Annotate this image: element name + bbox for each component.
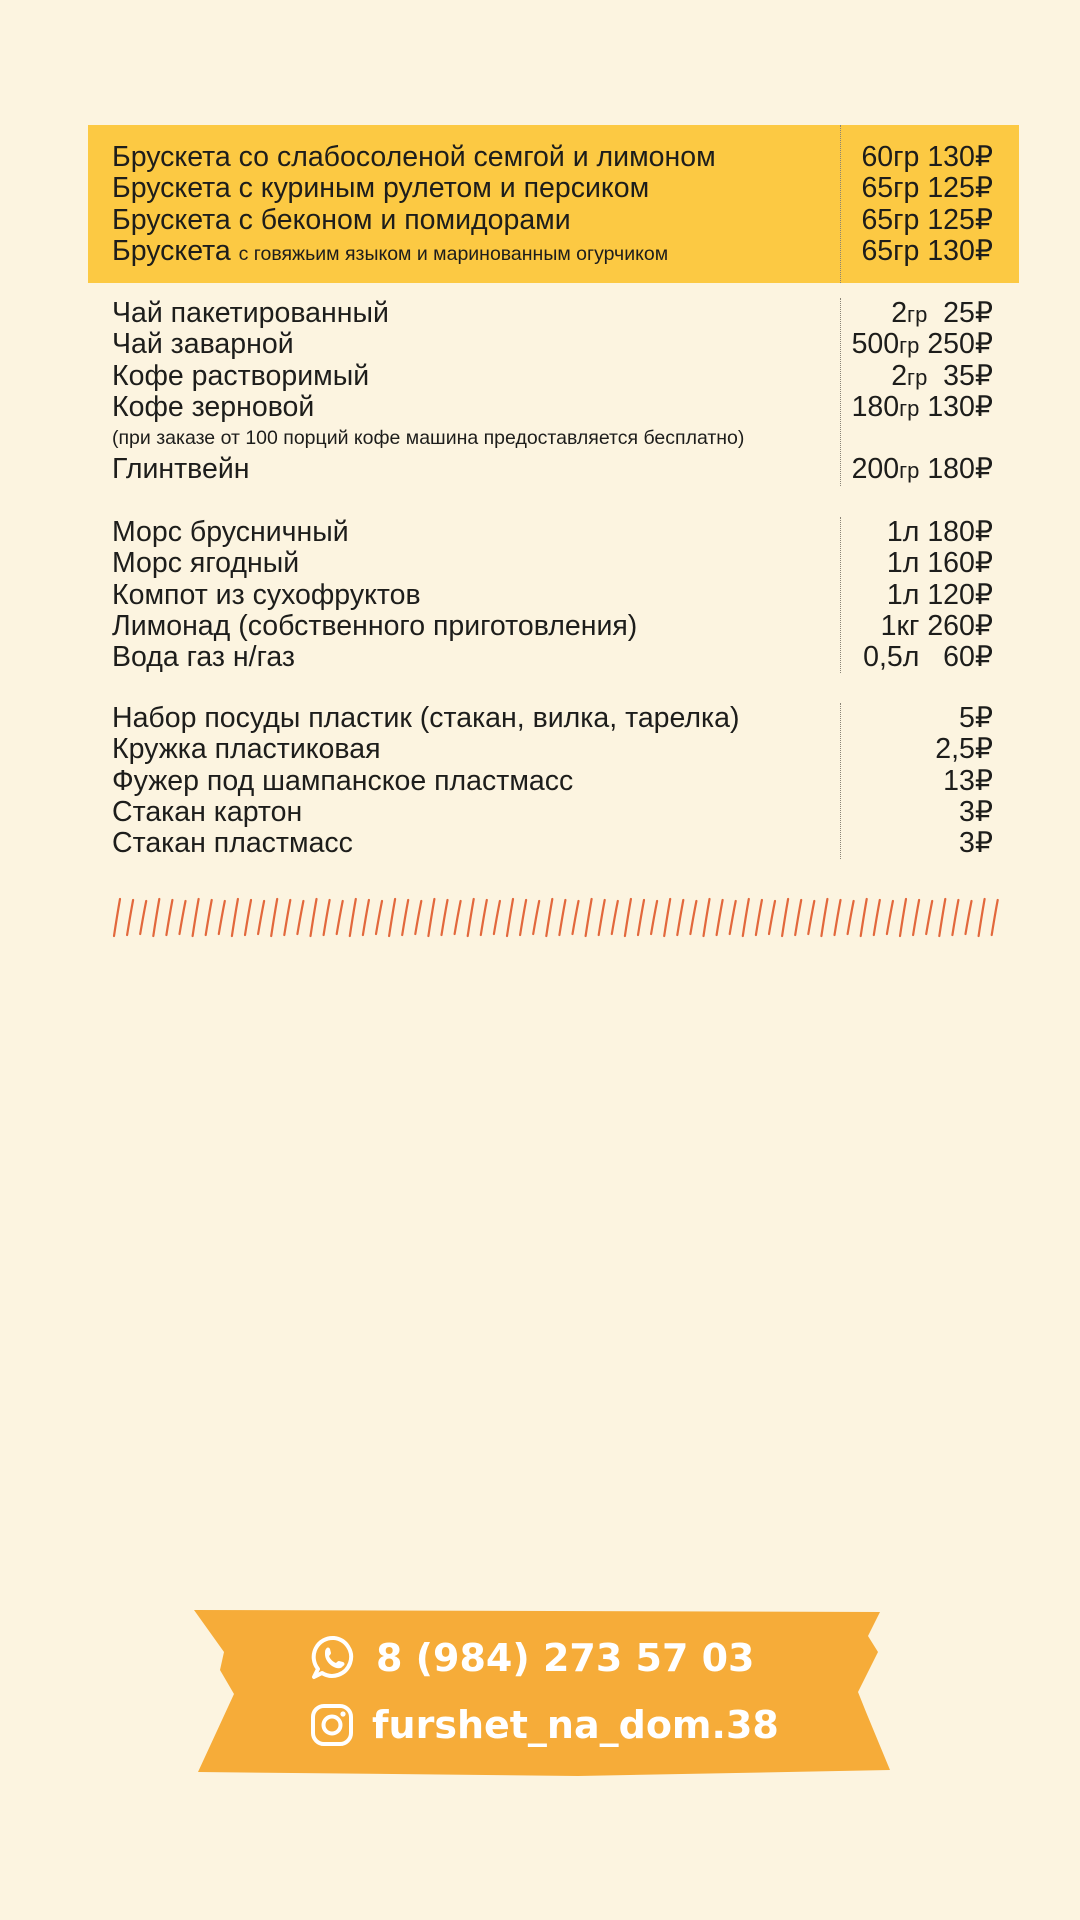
stitch-mark bbox=[992, 900, 998, 935]
item-price: 500гр 250₽ bbox=[851, 328, 993, 361]
stitch-mark bbox=[337, 901, 343, 934]
stitch-mark bbox=[730, 901, 736, 934]
stitch-mark bbox=[127, 900, 133, 935]
item-name: Фужер под шампанское пластмасс bbox=[112, 764, 574, 797]
stitch-mark bbox=[559, 900, 565, 935]
tableware-section bbox=[88, 703, 1019, 859]
item-price: 1л 120₽ bbox=[886, 578, 993, 611]
item-price: 5₽ bbox=[959, 702, 993, 734]
stitch-mark bbox=[874, 900, 880, 935]
stitch-mark bbox=[599, 900, 605, 935]
stitch-mark bbox=[756, 900, 762, 935]
menu-row bbox=[112, 642, 993, 673]
stitch-mark bbox=[455, 901, 461, 934]
stitch-mark bbox=[690, 901, 696, 934]
item-price: 1кг 260₽ bbox=[880, 609, 993, 642]
stitch-mark bbox=[494, 901, 500, 934]
stitch-mark bbox=[808, 901, 814, 934]
stitch-mark bbox=[952, 900, 958, 935]
item-name: Стакан картон bbox=[112, 795, 303, 828]
menu-row bbox=[112, 454, 993, 485]
stitch-mark bbox=[232, 899, 238, 936]
stitch-mark bbox=[612, 901, 618, 934]
item-name: Стакан пластмасс bbox=[112, 827, 353, 860]
stitch-mark bbox=[468, 899, 474, 936]
menu-row bbox=[112, 548, 993, 579]
stitch-mark bbox=[533, 901, 539, 934]
stitch-mark bbox=[166, 900, 172, 935]
menu-row bbox=[112, 703, 993, 734]
stitch-mark bbox=[442, 900, 448, 935]
instagram-handle: furshet_na_dom.38 bbox=[372, 1703, 779, 1747]
stitch-mark bbox=[821, 899, 827, 936]
menu-row bbox=[112, 173, 993, 204]
item-name: Брускета со слабосоленой семгой и лимоном bbox=[112, 141, 716, 173]
item-name-detail: с говяжьим языком и маринованным огурчиком bbox=[238, 242, 669, 265]
menu-row bbox=[112, 205, 993, 236]
menu-row bbox=[112, 236, 993, 267]
stitch-mark bbox=[389, 899, 395, 936]
stitch-mark bbox=[586, 899, 592, 936]
item-name: Морс ягодный bbox=[112, 547, 300, 580]
stitch-mark bbox=[363, 900, 369, 935]
stitch-mark bbox=[114, 899, 120, 936]
stitch-mark bbox=[271, 899, 277, 936]
stitch-mark bbox=[140, 901, 146, 934]
item-price: 3₽ bbox=[959, 827, 993, 860]
item-price: 2,5₽ bbox=[935, 733, 993, 766]
stitch-mark bbox=[638, 900, 644, 935]
stitch-mark bbox=[284, 900, 290, 935]
stitch-mark bbox=[206, 900, 212, 935]
instagram-icon bbox=[310, 1703, 354, 1747]
stitch-mark bbox=[887, 901, 893, 934]
item-name: Брускета с куриным рулетом и персиком bbox=[112, 172, 650, 205]
column-divider bbox=[840, 517, 841, 673]
cold-drinks-list bbox=[88, 517, 1019, 673]
item-name: Компот из сухофруктов bbox=[112, 578, 421, 611]
item-price: 0,5л 60₽ bbox=[863, 641, 993, 674]
stitch-mark bbox=[743, 899, 749, 936]
item-price: 2гр 35₽ bbox=[891, 359, 993, 392]
item-name: Чай пакетированный bbox=[112, 297, 389, 329]
column-divider bbox=[840, 125, 841, 283]
stitch-mark bbox=[573, 901, 579, 934]
item-price: 65гр 125₽ bbox=[861, 203, 993, 236]
bruschetta-section bbox=[88, 125, 1019, 283]
item-name: Морс брусничный bbox=[112, 516, 349, 548]
item-name: Кружка пластиковая bbox=[112, 733, 381, 766]
stitch-mark bbox=[900, 899, 906, 936]
stitch-mark bbox=[311, 899, 317, 936]
menu-row bbox=[112, 766, 993, 797]
item-name: Вода газ н/газ bbox=[112, 641, 295, 674]
stitch-mark bbox=[245, 900, 251, 935]
item-name: Брускета с говяжьим языком и маринованным огурчиком bbox=[112, 234, 669, 267]
stitch-mark bbox=[428, 899, 434, 936]
stitch-mark bbox=[507, 899, 513, 936]
stitch-mark bbox=[481, 900, 487, 935]
item-price: 2гр 25₽ bbox=[891, 297, 993, 329]
menu-row bbox=[112, 517, 993, 548]
item-price: 1л 160₽ bbox=[886, 547, 993, 580]
menu-row bbox=[112, 392, 993, 423]
stitch-mark bbox=[520, 900, 526, 935]
menu-row bbox=[112, 142, 993, 173]
stitch-mark bbox=[297, 901, 303, 934]
stitch-mark bbox=[717, 900, 723, 935]
item-price: 1л 180₽ bbox=[886, 516, 993, 548]
coffee-machine-note: (при заказе от 100 порций кофе машина предоставляется бесплатно) bbox=[112, 427, 745, 450]
column-divider bbox=[840, 298, 841, 486]
stitch-mark bbox=[324, 900, 330, 935]
item-name: Кофе растворимый bbox=[112, 359, 370, 392]
menu-row bbox=[112, 298, 993, 329]
tableware-list bbox=[88, 703, 1019, 859]
stitch-mark bbox=[258, 901, 264, 934]
phone-contact[interactable] bbox=[310, 1634, 755, 1682]
item-name: Чай заварной bbox=[112, 328, 294, 361]
stitch-mark bbox=[625, 899, 631, 936]
stitch-mark bbox=[193, 899, 199, 936]
stitch-divider bbox=[112, 896, 1000, 940]
phone-number: 8 (984) 273 57 03 bbox=[376, 1636, 755, 1680]
stitch-mark bbox=[677, 900, 683, 935]
stitch-mark bbox=[219, 901, 225, 934]
whatsapp-icon bbox=[310, 1634, 358, 1682]
stitch-mark bbox=[848, 901, 854, 934]
stitch-mark bbox=[939, 899, 945, 936]
instagram-contact[interactable] bbox=[310, 1703, 779, 1747]
item-price: 180гр 130₽ bbox=[851, 390, 993, 423]
stitch-mark bbox=[376, 901, 382, 934]
hot-drinks-list bbox=[88, 298, 1019, 486]
menu-row bbox=[112, 734, 993, 765]
item-price: 65гр 125₽ bbox=[861, 172, 993, 205]
item-price: 3₽ bbox=[959, 795, 993, 828]
stitch-mark bbox=[664, 899, 670, 936]
menu-row bbox=[112, 580, 993, 611]
cold-drinks-section bbox=[88, 517, 1019, 673]
stitch-mark bbox=[795, 900, 801, 935]
menu-row bbox=[112, 611, 993, 642]
stitch-mark bbox=[966, 901, 972, 934]
item-price: 200гр 180₽ bbox=[851, 453, 993, 486]
hot-drinks-section bbox=[88, 298, 1019, 486]
item-price: 60гр 130₽ bbox=[861, 141, 993, 173]
column-divider bbox=[840, 703, 841, 859]
stitch-mark bbox=[415, 901, 421, 934]
stitch-mark bbox=[769, 901, 775, 934]
stitch-mark bbox=[546, 899, 552, 936]
stitch-mark bbox=[704, 899, 710, 936]
stitch-mark bbox=[651, 901, 657, 934]
menu-row bbox=[112, 828, 993, 859]
menu-row bbox=[112, 361, 993, 392]
stitch-mark bbox=[913, 900, 919, 935]
menu-row bbox=[112, 797, 993, 828]
stitch-mark bbox=[402, 900, 408, 935]
stitch-mark bbox=[782, 899, 788, 936]
stitch-mark bbox=[926, 901, 932, 934]
item-name: Глинтвейн bbox=[112, 453, 250, 486]
stitch-mark bbox=[979, 899, 985, 936]
stitch-mark bbox=[180, 901, 186, 934]
menu-row bbox=[112, 329, 993, 360]
bruschetta-highlight-band bbox=[88, 125, 1019, 283]
item-price: 13₽ bbox=[943, 764, 993, 797]
stitch-mark bbox=[861, 899, 867, 936]
item-name: Набор посуды пластик (стакан, вилка, тарелка) bbox=[112, 702, 740, 734]
item-name: Лимонад (собственного приготовления) bbox=[112, 609, 638, 642]
item-price: 65гр 130₽ bbox=[861, 234, 993, 267]
stitch-mark bbox=[153, 899, 159, 936]
stitch-mark bbox=[835, 900, 841, 935]
item-name: Брускета с беконом и помидорами bbox=[112, 203, 571, 236]
stitch-mark bbox=[350, 899, 356, 936]
item-name: Кофе зерновой bbox=[112, 390, 315, 423]
